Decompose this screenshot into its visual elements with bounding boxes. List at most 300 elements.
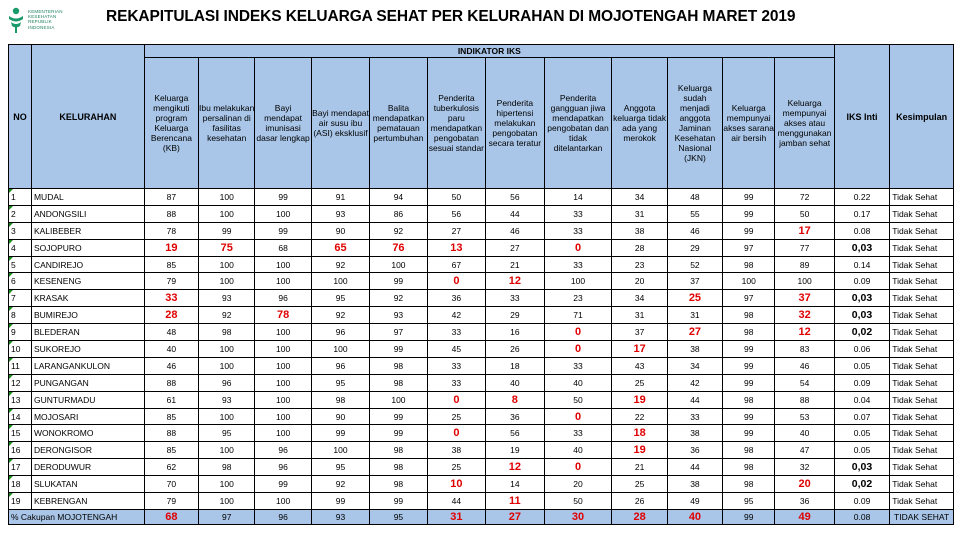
indicator-value-9: 31 [612, 307, 667, 324]
indicator-value-1: 62 [144, 459, 198, 476]
indicator-value-4: 95 [311, 459, 369, 476]
footer-value-3: 96 [255, 509, 311, 524]
indicator-value-10: 31 [667, 307, 722, 324]
kelurahan-name: MUDAL [31, 189, 144, 206]
indicator-value-9: 21 [612, 459, 667, 476]
indicator-value-8: 71 [544, 307, 612, 324]
footer-value-12: 49 [775, 509, 835, 524]
kesimpulan-value: Tidak Sehat [890, 239, 954, 256]
kesimpulan-value: Tidak Sehat [890, 273, 954, 290]
indicator-value-9: 19 [612, 391, 667, 408]
header-indicator-3: Bayi mendapat imunisasi dasar lengkap [255, 58, 311, 189]
indicator-value-1: 70 [144, 476, 198, 493]
indicator-value-8: 0 [544, 239, 612, 256]
kelurahan-name: BLEDERAN [31, 324, 144, 341]
indicator-value-11: 99 [723, 357, 775, 374]
kesimpulan-value: Tidak Sehat [890, 205, 954, 222]
table-row [9, 341, 954, 358]
indicator-value-6: 0 [427, 391, 485, 408]
indicator-value-11: 98 [723, 476, 775, 493]
indicator-value-6: 45 [427, 341, 485, 358]
indicator-value-6: 36 [427, 290, 485, 307]
indicator-value-3: 78 [255, 307, 311, 324]
indicator-value-7: 11 [486, 493, 544, 510]
indicator-value-5: 92 [370, 290, 427, 307]
indicator-value-10: 37 [667, 273, 722, 290]
indicator-value-1: 79 [144, 273, 198, 290]
indicator-value-11: 99 [723, 222, 775, 239]
row-number: 18 [9, 476, 32, 493]
indicator-value-6: 0 [427, 425, 485, 442]
indicator-value-9: 23 [612, 256, 667, 273]
indicator-value-12: 32 [775, 307, 835, 324]
indicator-value-8: 50 [544, 493, 612, 510]
indicator-value-9: 17 [612, 341, 667, 358]
indicator-value-11: 95 [723, 493, 775, 510]
indicator-value-10: 38 [667, 425, 722, 442]
kesimpulan-value: Tidak Sehat [890, 341, 954, 358]
header-indicator-7: Penderita hipertensi melakukan pengobatan secara teratur [486, 58, 544, 189]
iks-inti-value: 0,03 [834, 239, 889, 256]
indicator-value-7: 33 [486, 290, 544, 307]
table-row [9, 442, 954, 459]
indicator-value-11: 99 [723, 374, 775, 391]
kesimpulan-value: Tidak Sehat [890, 307, 954, 324]
indicator-value-11: 97 [723, 290, 775, 307]
indicator-value-8: 33 [544, 205, 612, 222]
indicator-value-10: 55 [667, 205, 722, 222]
indicator-value-11: 99 [723, 189, 775, 206]
indicator-value-12: 72 [775, 189, 835, 206]
iks-inti-value: 0.14 [834, 256, 889, 273]
kesimpulan-value: Tidak Sehat [890, 459, 954, 476]
footer-iks-inti: 0.08 [834, 509, 889, 524]
indicator-value-5: 98 [370, 357, 427, 374]
indicator-value-5: 94 [370, 189, 427, 206]
indicator-value-6: 56 [427, 205, 485, 222]
indicator-value-8: 20 [544, 476, 612, 493]
indicator-value-2: 100 [199, 357, 255, 374]
indicator-value-7: 56 [486, 189, 544, 206]
table-row [9, 239, 954, 256]
kesimpulan-value: Tidak Sehat [890, 374, 954, 391]
kesimpulan-value: Tidak Sehat [890, 324, 954, 341]
indicator-value-9: 34 [612, 189, 667, 206]
iks-inti-value: 0,02 [834, 324, 889, 341]
indicator-value-10: 44 [667, 391, 722, 408]
iks-inti-value: 0.05 [834, 357, 889, 374]
indicator-value-3: 100 [255, 493, 311, 510]
iks-inti-value: 0.08 [834, 222, 889, 239]
indicator-value-4: 65 [311, 239, 369, 256]
indicator-value-7: 56 [486, 425, 544, 442]
row-number: 11 [9, 357, 32, 374]
indicator-value-9: 19 [612, 442, 667, 459]
indicator-value-7: 36 [486, 408, 544, 425]
kelurahan-name: DERODUWUR [31, 459, 144, 476]
indicator-value-9: 25 [612, 476, 667, 493]
indicator-value-11: 99 [723, 425, 775, 442]
indicator-value-6: 33 [427, 374, 485, 391]
indicator-value-1: 78 [144, 222, 198, 239]
page-title: REKAPITULASI INDEKS KELUARGA SEHAT PER KELURAHAN DI MOJOTENGAH MARET 2019 [106, 8, 796, 25]
indicator-value-12: 50 [775, 205, 835, 222]
kelurahan-name: SLUKATAN [31, 476, 144, 493]
indicator-value-11: 99 [723, 408, 775, 425]
indicator-value-10: 48 [667, 189, 722, 206]
indicator-value-7: 19 [486, 442, 544, 459]
indicator-value-4: 98 [311, 391, 369, 408]
indicator-value-9: 25 [612, 374, 667, 391]
indicator-value-1: 48 [144, 324, 198, 341]
indicator-value-11: 98 [723, 391, 775, 408]
indicator-value-2: 100 [199, 189, 255, 206]
indicator-value-2: 93 [199, 290, 255, 307]
table-row [9, 290, 954, 307]
kelurahan-name: PUNGANGAN [31, 374, 144, 391]
iks-inti-value: 0,03 [834, 307, 889, 324]
indicator-value-12: 12 [775, 324, 835, 341]
indicator-value-6: 44 [427, 493, 485, 510]
indicator-value-6: 10 [427, 476, 485, 493]
header-kelurahan: KELURAHAN [31, 45, 144, 189]
indicator-value-1: 46 [144, 357, 198, 374]
row-number: 7 [9, 290, 32, 307]
row-number: 14 [9, 408, 32, 425]
indicator-value-10: 33 [667, 408, 722, 425]
indicator-value-2: 100 [199, 205, 255, 222]
footer-row-cakupan [9, 509, 954, 524]
iks-inti-value: 0.05 [834, 425, 889, 442]
iks-inti-value: 0.09 [834, 273, 889, 290]
indicator-value-7: 14 [486, 476, 544, 493]
indicator-value-3: 100 [255, 357, 311, 374]
indicator-value-1: 87 [144, 189, 198, 206]
indicator-value-5: 99 [370, 408, 427, 425]
header-indicator-11: Keluarga mempunyai akses sarana air bersih [723, 58, 775, 189]
kemenkes-emblem-icon [6, 5, 26, 35]
table-row [9, 256, 954, 273]
footer-value-11: 99 [723, 509, 775, 524]
indicator-value-4: 90 [311, 222, 369, 239]
footer-label: % Cakupan MOJOTENGAH [9, 509, 145, 524]
indicator-value-4: 92 [311, 307, 369, 324]
indicator-value-4: 93 [311, 205, 369, 222]
indicator-value-1: 85 [144, 408, 198, 425]
indicator-value-7: 26 [486, 341, 544, 358]
header-kesimpulan: Kesimpulan [890, 45, 954, 189]
kesimpulan-value: Tidak Sehat [890, 408, 954, 425]
indicator-value-7: 18 [486, 357, 544, 374]
indicator-value-7: 44 [486, 205, 544, 222]
indicator-value-3: 100 [255, 391, 311, 408]
indicator-value-11: 98 [723, 256, 775, 273]
kelurahan-name: GUNTURMADU [31, 391, 144, 408]
header-indicator-5: Balita mendapatkan pematauan pertumbuhan [370, 58, 427, 189]
iks-inti-value: 0.06 [834, 341, 889, 358]
logo-text: KEMENTERIAN KESEHATAN REPUBLIK INDONESIA [28, 9, 63, 30]
indicator-value-9: 22 [612, 408, 667, 425]
footer-value-10: 40 [667, 509, 722, 524]
indicator-value-5: 99 [370, 341, 427, 358]
kelurahan-name: SOJOPURO [31, 239, 144, 256]
header-indicator-2: Ibu melakukan persalinan di fasilitas kesehatan [199, 58, 255, 189]
indicator-value-2: 100 [199, 442, 255, 459]
indicator-value-5: 76 [370, 239, 427, 256]
indicator-value-7: 12 [486, 273, 544, 290]
indicator-value-3: 100 [255, 256, 311, 273]
table-row [9, 307, 954, 324]
indicator-value-7: 21 [486, 256, 544, 273]
kelurahan-name: KESENENG [31, 273, 144, 290]
indicator-value-1: 33 [144, 290, 198, 307]
indicator-value-6: 42 [427, 307, 485, 324]
indicator-value-1: 28 [144, 307, 198, 324]
table-row [9, 189, 954, 206]
indicator-value-5: 100 [370, 391, 427, 408]
indicator-value-7: 40 [486, 374, 544, 391]
indicator-value-11: 98 [723, 442, 775, 459]
indicator-value-12: 37 [775, 290, 835, 307]
indicator-value-9: 28 [612, 239, 667, 256]
kesimpulan-value: Tidak Sehat [890, 189, 954, 206]
kesimpulan-value: Tidak Sehat [890, 222, 954, 239]
indicator-value-11: 98 [723, 307, 775, 324]
indicator-value-5: 93 [370, 307, 427, 324]
indicator-value-11: 98 [723, 459, 775, 476]
kelurahan-name: KEBRENGAN [31, 493, 144, 510]
indicator-value-3: 99 [255, 222, 311, 239]
indicator-value-2: 100 [199, 273, 255, 290]
indicator-value-5: 98 [370, 374, 427, 391]
indicator-value-11: 97 [723, 239, 775, 256]
indicator-value-6: 25 [427, 408, 485, 425]
indicator-value-10: 34 [667, 357, 722, 374]
indicator-value-3: 96 [255, 442, 311, 459]
footer-value-4: 93 [311, 509, 369, 524]
iks-inti-value: 0,03 [834, 459, 889, 476]
indicator-value-4: 91 [311, 189, 369, 206]
table-row [9, 222, 954, 239]
indicator-value-2: 92 [199, 307, 255, 324]
indicator-value-5: 99 [370, 425, 427, 442]
row-number: 12 [9, 374, 32, 391]
indicator-value-2: 100 [199, 408, 255, 425]
row-number: 4 [9, 239, 32, 256]
iks-inti-value: 0,02 [834, 476, 889, 493]
indicator-value-6: 13 [427, 239, 485, 256]
indicator-value-3: 96 [255, 459, 311, 476]
indicator-value-2: 99 [199, 222, 255, 239]
footer-value-5: 95 [370, 509, 427, 524]
indicator-value-2: 100 [199, 476, 255, 493]
indicator-value-10: 38 [667, 476, 722, 493]
indicator-value-5: 100 [370, 256, 427, 273]
indicator-value-7: 46 [486, 222, 544, 239]
row-number: 3 [9, 222, 32, 239]
row-number: 17 [9, 459, 32, 476]
indicator-value-4: 90 [311, 408, 369, 425]
indicator-value-9: 20 [612, 273, 667, 290]
header-indicator-4: Bayi mendapat air susu ibu (ASI) eksklusif [311, 58, 369, 189]
kelurahan-name: BUMIREJO [31, 307, 144, 324]
indicator-value-3: 100 [255, 341, 311, 358]
indicator-value-8: 14 [544, 189, 612, 206]
indicator-value-7: 27 [486, 239, 544, 256]
kesimpulan-value: Tidak Sehat [890, 425, 954, 442]
indicator-value-11: 99 [723, 205, 775, 222]
indicator-value-12: 53 [775, 408, 835, 425]
indicator-value-10: 52 [667, 256, 722, 273]
indicator-value-3: 100 [255, 273, 311, 290]
indicator-value-12: 17 [775, 222, 835, 239]
row-number: 13 [9, 391, 32, 408]
indicator-value-7: 12 [486, 459, 544, 476]
indicator-value-2: 100 [199, 493, 255, 510]
indicator-value-6: 33 [427, 324, 485, 341]
indicator-value-10: 29 [667, 239, 722, 256]
indicator-value-12: 46 [775, 357, 835, 374]
indicator-value-4: 100 [311, 442, 369, 459]
indicator-value-4: 100 [311, 341, 369, 358]
indicator-value-6: 25 [427, 459, 485, 476]
indicator-value-1: 61 [144, 391, 198, 408]
indicator-value-6: 67 [427, 256, 485, 273]
indicator-value-12: 88 [775, 391, 835, 408]
indicator-value-3: 99 [255, 189, 311, 206]
indicator-value-1: 40 [144, 341, 198, 358]
indicator-value-4: 99 [311, 425, 369, 442]
indicator-value-5: 98 [370, 476, 427, 493]
indicator-value-6: 38 [427, 442, 485, 459]
kelurahan-name: KALIBEBER [31, 222, 144, 239]
indicator-value-1: 79 [144, 493, 198, 510]
table-body [9, 189, 954, 510]
table-row [9, 425, 954, 442]
indicator-value-5: 98 [370, 442, 427, 459]
iks-inti-value: 0.05 [834, 442, 889, 459]
row-number: 1 [9, 189, 32, 206]
indicator-value-5: 92 [370, 222, 427, 239]
indicator-value-2: 98 [199, 459, 255, 476]
row-number: 5 [9, 256, 32, 273]
header-indikator-iks: INDIKATOR IKS [144, 45, 834, 58]
table-row [9, 408, 954, 425]
indicator-value-5: 86 [370, 205, 427, 222]
indicator-value-9: 26 [612, 493, 667, 510]
kelurahan-name: WONOKROMO [31, 425, 144, 442]
indicator-value-6: 27 [427, 222, 485, 239]
kesimpulan-value: Tidak Sehat [890, 256, 954, 273]
indicator-value-8: 50 [544, 391, 612, 408]
indicator-value-7: 29 [486, 307, 544, 324]
indicator-value-1: 88 [144, 425, 198, 442]
row-number: 6 [9, 273, 32, 290]
kelurahan-name: KRASAK [31, 290, 144, 307]
iks-inti-value: 0.22 [834, 189, 889, 206]
indicator-value-9: 43 [612, 357, 667, 374]
header-indicator-8: Penderita gangguan jiwa mendapatkan pengobatan dan tidak ditelantarkan [544, 58, 612, 189]
footer-value-1: 68 [144, 509, 198, 524]
kesimpulan-value: Tidak Sehat [890, 391, 954, 408]
indicator-value-8: 0 [544, 459, 612, 476]
indicator-value-11: 99 [723, 341, 775, 358]
indicator-value-5: 98 [370, 459, 427, 476]
table-row [9, 476, 954, 493]
indicator-value-1: 19 [144, 239, 198, 256]
indicator-value-3: 100 [255, 425, 311, 442]
indicator-value-10: 38 [667, 341, 722, 358]
indicator-value-4: 95 [311, 290, 369, 307]
indicator-value-3: 100 [255, 324, 311, 341]
header-no: NO [9, 45, 32, 189]
indicator-value-8: 0 [544, 341, 612, 358]
indicator-value-9: 31 [612, 205, 667, 222]
indicator-value-2: 75 [199, 239, 255, 256]
iks-inti-value: 0.04 [834, 391, 889, 408]
header-indicator-10: Keluarga sudah menjadi anggota Jaminan Kesehatan Nasional (JKN) [667, 58, 722, 189]
indicator-value-12: 36 [775, 493, 835, 510]
table-row [9, 391, 954, 408]
footer-value-2: 97 [199, 509, 255, 524]
footer-value-9: 28 [612, 509, 667, 524]
footer-value-7: 27 [486, 509, 544, 524]
kelurahan-name: DERONGISOR [31, 442, 144, 459]
footer-value-6: 31 [427, 509, 485, 524]
kesimpulan-value: Tidak Sehat [890, 493, 954, 510]
footer-kesimpulan: TIDAK SEHAT [890, 509, 954, 524]
indicator-value-10: 36 [667, 442, 722, 459]
indicator-value-2: 98 [199, 324, 255, 341]
indicator-value-12: 40 [775, 425, 835, 442]
indicator-value-10: 27 [667, 324, 722, 341]
indicator-value-10: 49 [667, 493, 722, 510]
kelurahan-name: LARANGANKULON [31, 357, 144, 374]
indicator-value-4: 99 [311, 493, 369, 510]
indicator-value-1: 85 [144, 442, 198, 459]
indicator-value-8: 100 [544, 273, 612, 290]
indicator-value-1: 85 [144, 256, 198, 273]
indicator-value-2: 93 [199, 391, 255, 408]
indicator-value-8: 40 [544, 442, 612, 459]
header-indicator-12: Keluarga mempunyai akses atau menggunakan jamban sehat [775, 58, 835, 189]
indicator-value-9: 37 [612, 324, 667, 341]
indicator-value-12: 54 [775, 374, 835, 391]
indicator-value-8: 40 [544, 374, 612, 391]
header-indicator-1: Keluarga mengikuti program Keluarga Berencana (KB) [144, 58, 198, 189]
indicator-value-8: 33 [544, 357, 612, 374]
indicator-value-10: 25 [667, 290, 722, 307]
row-number: 2 [9, 205, 32, 222]
indicator-value-12: 47 [775, 442, 835, 459]
header-iks-inti: IKS Inti [834, 45, 889, 189]
indicator-value-4: 100 [311, 273, 369, 290]
kesimpulan-value: Tidak Sehat [890, 442, 954, 459]
indicator-value-12: 32 [775, 459, 835, 476]
table-row [9, 324, 954, 341]
indicator-value-8: 33 [544, 256, 612, 273]
iks-inti-value: 0.09 [834, 374, 889, 391]
footer-value-8: 30 [544, 509, 612, 524]
indicator-value-9: 18 [612, 425, 667, 442]
row-number: 15 [9, 425, 32, 442]
iks-table [8, 44, 954, 525]
indicator-value-10: 46 [667, 222, 722, 239]
indicator-value-6: 50 [427, 189, 485, 206]
kelurahan-name: MOJOSARI [31, 408, 144, 425]
indicator-value-8: 33 [544, 222, 612, 239]
indicator-value-12: 89 [775, 256, 835, 273]
